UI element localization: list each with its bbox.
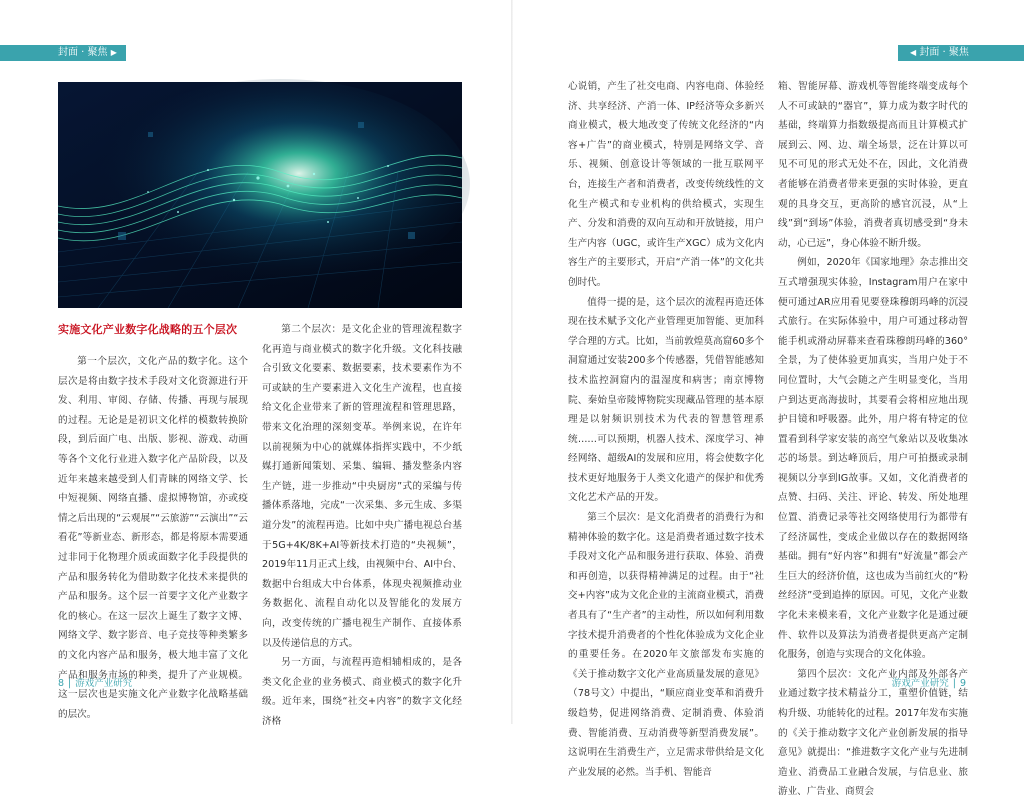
page-gutter — [511, 0, 513, 724]
section-tab-left-label: 封面 · 聚焦 — [58, 47, 108, 58]
paragraph: 第三个层次：是文化消费者的消费行为和精神体验的数字化。这是消费者通过数字技术手段对文化产品和服务进行获取、体验、消费和再创造，以获得精神满足的过程。由于“社交+内容”成为文化企业的主流商业模式，消费者具有了“生产者”的主动性，所以如何利用数字技术提升消费者的个性化体验成为文化企业的重要任务。在2020年文旅部发布实施的《关于推动数字文化产业高质量发展的意见》（78号文）中提出，“顺应商业变革和消费升级趋势，促进网络消费、定制消费、体验消费、智能消费、互动消费等新型消费发展”。这说明在生消费生产，立足需求带供给是文化产业发展的必然。当手机、智能音 — [568, 512, 764, 778]
footer-separator: | — [68, 678, 72, 689]
footer-right — [892, 678, 966, 690]
paragraph: 另一方面，与流程再造相辅相成的，是各类文化企业的业务模式、商业模式的数字化升级。近年来，围绕“社交+内容”的数字文化经济格 — [262, 657, 462, 727]
arrow-right-icon: ▶ — [110, 48, 117, 57]
article-column-2 — [262, 320, 462, 731]
digital-wave-image — [58, 82, 462, 308]
digital-wave-graphic — [58, 82, 462, 308]
section-tab-right — [898, 45, 1024, 61]
arrow-left-icon: ◀ — [910, 48, 917, 57]
paragraph: 值得一提的是，这个层次的流程再造还体现在技术赋予文化产业管理更加智能、更加科学合理的方式。比如，当前敦煌莫高窟60多个洞窟通过安装200多个传感器，凭借智能感知技术监控洞窟内的温湿度和病害；南京博物院、秦始皇帝陵博物院实现藏品管理的基本原理是以射频识别技术为代表的智慧管理系统……可以预期，机器人技术、深度学习、神经网络、超级AI的发展和应用，将会使数字化技术更好地服务于人类文化遗产的保护和优秀文化艺术产品的开发。 — [568, 296, 764, 504]
paragraph: 第二个层次：是文化企业的管理流程数字化再造与商业模式的数字化升级。文化科技融合引致文化要素、数据要素，技术要素作为不可或缺的生产要素进入文化生产流程，也直接给文化企业带来了新的管理流程和管理思路，带来文化治理的深刻变革。举例来说，在许年以前视频为中心的就媒体指挥实践中，不少纸媒打通新闻策划、采集、编辑、播发整条内容生产链，进一步推动“中央厨房”式的采编与传播体系落地，完成“一次采集、多元生成、多渠道分发”的流程再造。比如中央广播电视总台基于5G+4K/8K+AI等新技术打造的“央视频”，2019年11月正式上线，由视频中台、AI中台、数据中台组成大中台体系，体现央视频推动业务数据化、流程自动化以及智能化的发展方向，改变传统的广播电视生产制作、直接体系以及传递信息的方式。 — [262, 324, 462, 649]
article-column-4 — [778, 77, 968, 802]
paragraph: 例如，2020年《国家地理》杂志推出交互式增强现实体验，Instagram用户在家中便可通过AR应用看见要登珠穆朗玛峰的沉浸式旅行。在实际体验中，用户可通过移动智能手机或滑动屏幕来查看珠穆朗玛峰的360°全景，为了使体验更加真实，当用户处于不同位置时，大气会随之产生明显变化，当用户到达更高海拔时，其要看会将相应地出现护目镜和呼吸器。此外，用户将有特定的位置看到科学家安装的高空气象站以及收集冰芯的场景。到达峰顶后，用户可拍摄或录制视频以分享到IG故事。又如，文化消费者的点赞、扫码、关注、评论、转发、所处地理位置、消费记录等社交网络使用行为都带有了经济属性，变成企业做以存在的数据网络基础。拥有“好内容”和拥有“好流量”都会产生巨大的经济价值，这也成为当前红火的“粉丝经济”受到追捧的原因。可见，文化产业数字化未来模来看，文化产业数字化是通过硬件、软件以及算法为消费者提供更高产定制化服务，创造与实现合的文化体验。 — [778, 257, 968, 661]
paragraph: 第四个层次：文化产业内部及外部各产业通过数字技术精益分工，重塑价值链，结构升级、功能转化的过程。2017年发布实施的《关于推动数字文化产业创新发展的指导意见》就提出：“推进数字文化产业与先进制造业、消费品工业融合发展，与信息业、旅游业、广告业、商贸会 — [778, 668, 968, 798]
page-number: 9 — [959, 678, 966, 689]
paragraph: 心说销，产生了社交电商、内容电商、体验经济、共享经济、产消一体、IP经济等众多新兴商业模式，极大地改变了传统文化经济的“内容+广告”的商业模式，特别是网络文学、音乐、视频、创意设计等领域的一批互联网平台，连接生产者和消费者，改变传统线性的文化生产模式和专业机构的供给模式，实现生产、分发和消费的双向互动和开放链接，用户生产内容（UGC，或许生产XGC）成为文化内容生产的主要形式，开启“产消一体”的文化共创时代。 — [568, 81, 764, 288]
footer-separator: | — [952, 678, 956, 689]
section-tab-left — [0, 45, 126, 61]
section-title: 实施文化产业数字化战略的五个层次 — [58, 323, 238, 336]
article-column-1 — [58, 352, 248, 724]
page-number: 8 — [58, 678, 65, 689]
paragraph: 箱、智能屏幕、游戏机等智能终端变成每个人不可或缺的“器官”，算力成为数字时代的基础，终端算力指数级提高而且计算模式扩展到云、网、边、端全场景，泛在计算以可见不可见的形式无处不在，因此，文化消费者能够在消费者带来更强的实时体验，更直观的具身交互，更高阶的感官沉浸，从“上线”到“到场”体验，消费者真切感受到“身未动，心已远”，身心体验不断升级。 — [778, 81, 968, 249]
publication-title: 游戏产业研究 — [75, 678, 133, 689]
paragraph: 第一个层次，文化产品的数字化。这个层次是将由数字技术手段对文化资源进行开发、利用、审阅、存储、传播、再现与展现的过程。无论是是初识文化样的模数转换阶段，到后面广电、出版、影视、游戏、动画等各个文化行业进入数字化产品阶段，以及近年来越来越受到人们青睐的网络文学、长中短视频、网络直播、虚拟博物馆，亦或疫情之后出现的“云观展”“云旅游”“云演出”“云看花”等新业态、新形态，都是将原本需要通过非同于化物理介质或面数字化手段提供的产品和服务转化为借助数字化技术来提供的产品和服务。这个层一首要字文化产业数字化的核心。在这一层次上诞生了数字文博、网络文学、数字影音、电子竞技等种类繁多的文化内容产品和服务，极大地丰富了文化产品和服务市场的种类，提升了产业规模。这一层次也是实施文化产业数字化战略基础的层次。 — [58, 356, 248, 720]
publication-title: 游戏产业研究 — [891, 678, 949, 689]
footer-left — [58, 678, 132, 690]
section-tab-right-label: 封面 · 聚焦 — [919, 47, 969, 58]
article-column-3 — [568, 77, 764, 782]
